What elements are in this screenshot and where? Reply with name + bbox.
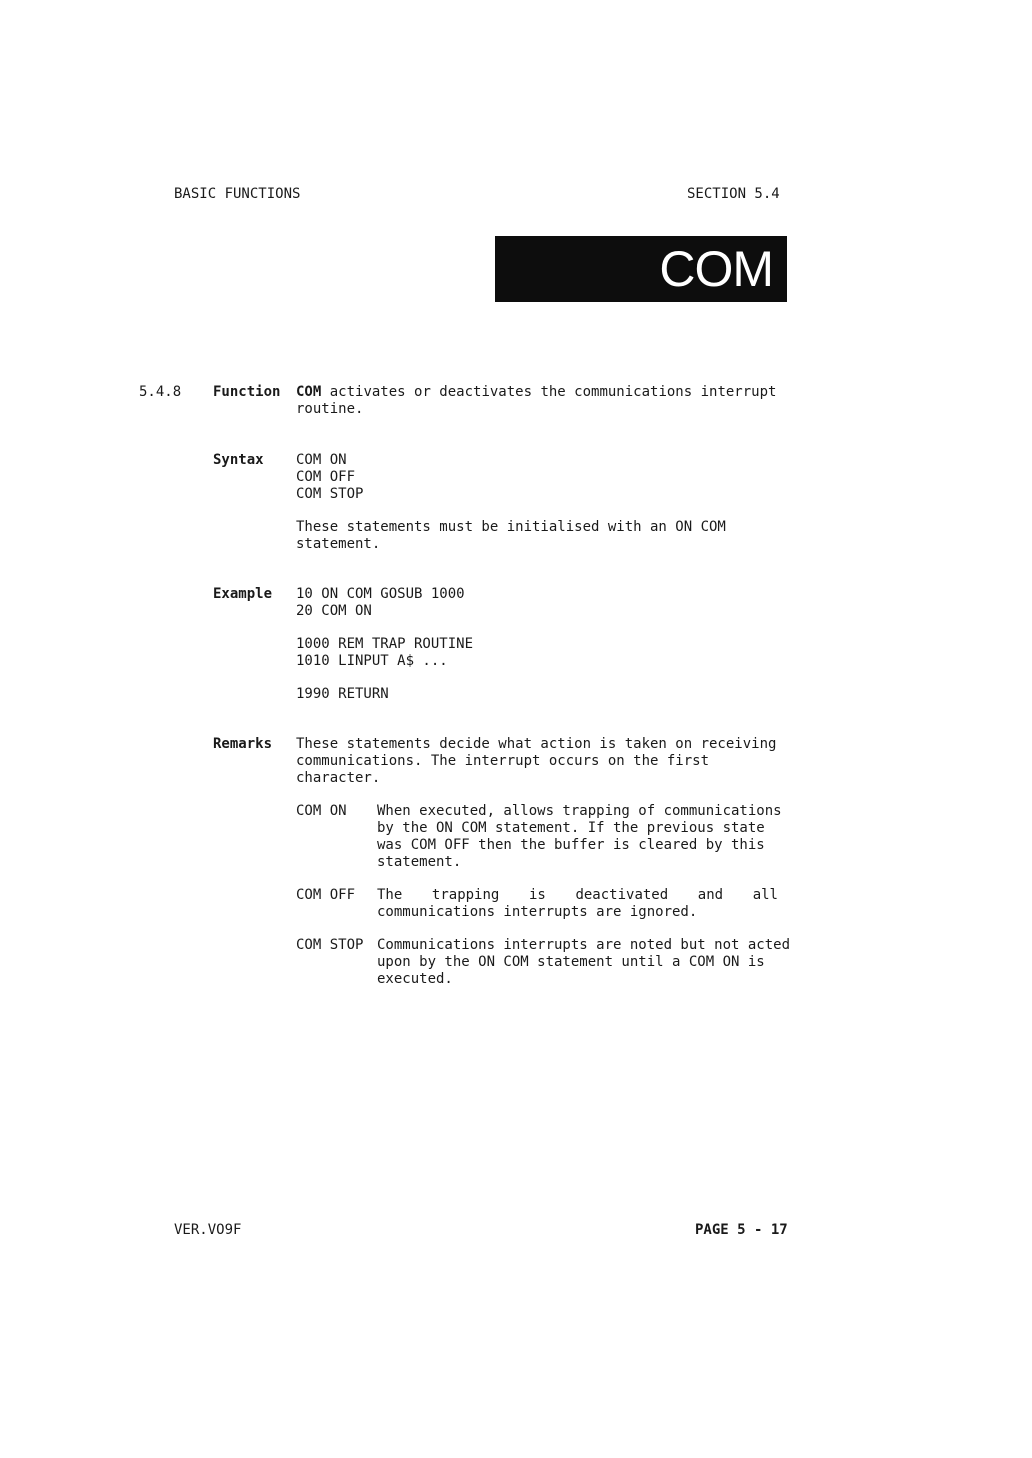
definition-line: Communications interrupts are noted but not acted — [377, 937, 791, 953]
header-right: SECTION 5.4 — [687, 186, 780, 202]
example-label: Example — [213, 586, 273, 602]
function-keyword: COM — [296, 384, 322, 400]
remarks-line-1: These statements decide what action is taken on receiving — [296, 736, 777, 752]
definition-term: COM OFF — [296, 887, 356, 903]
definition-line: upon by the ON COM statement until a COM ON is — [377, 954, 765, 970]
title-banner — [495, 236, 787, 302]
definition-line: The trapping is deactivated and all — [377, 887, 778, 903]
syntax-note-1: These statements must be initialised with an ON COM — [296, 519, 726, 535]
remarks-label: Remarks — [213, 736, 273, 752]
example-line-3: 1000 REM TRAP ROUTINE — [296, 636, 474, 652]
syntax-line-2: COM OFF — [296, 469, 356, 485]
function-text-1: activates or deactivates the communications interrupt — [321, 384, 777, 400]
footer-page-number: PAGE 5 - 17 — [695, 1222, 788, 1238]
remarks-line-2: communications. The interrupt occurs on the first — [296, 753, 710, 769]
example-line-2: 20 COM ON — [296, 603, 372, 619]
example-line-1: 10 ON COM GOSUB 1000 — [296, 586, 465, 602]
footer-version: VER.VO9F — [174, 1222, 242, 1238]
syntax-note-2: statement. — [296, 536, 381, 552]
example-line-4: 1010 LINPUT A$ ... — [296, 653, 448, 669]
syntax-line-1: COM ON — [296, 452, 347, 468]
definition-term: COM STOP — [296, 937, 364, 953]
definition-line: by the ON COM statement. If the previous state — [377, 820, 765, 836]
example-line-5: 1990 RETURN — [296, 686, 389, 702]
syntax-label: Syntax — [213, 452, 264, 468]
header-left: BASIC FUNCTIONS — [174, 186, 301, 202]
function-text-line-1 — [296, 384, 776, 401]
syntax-line-3: COM STOP — [296, 486, 364, 502]
definition-line: was COM OFF then the buffer is cleared by this — [377, 837, 765, 853]
banner-title: COM — [659, 241, 773, 297]
definition-line: When executed, allows trapping of communications — [377, 803, 782, 819]
definition-line: executed. — [377, 971, 453, 987]
function-label: Function — [213, 384, 281, 400]
function-text-2: routine. — [296, 401, 364, 417]
definition-term: COM ON — [296, 803, 347, 819]
definition-line: statement. — [377, 854, 462, 870]
definition-line: communications interrupts are ignored. — [377, 904, 698, 920]
remarks-line-3: character. — [296, 770, 381, 786]
section-number: 5.4.8 — [139, 384, 182, 400]
